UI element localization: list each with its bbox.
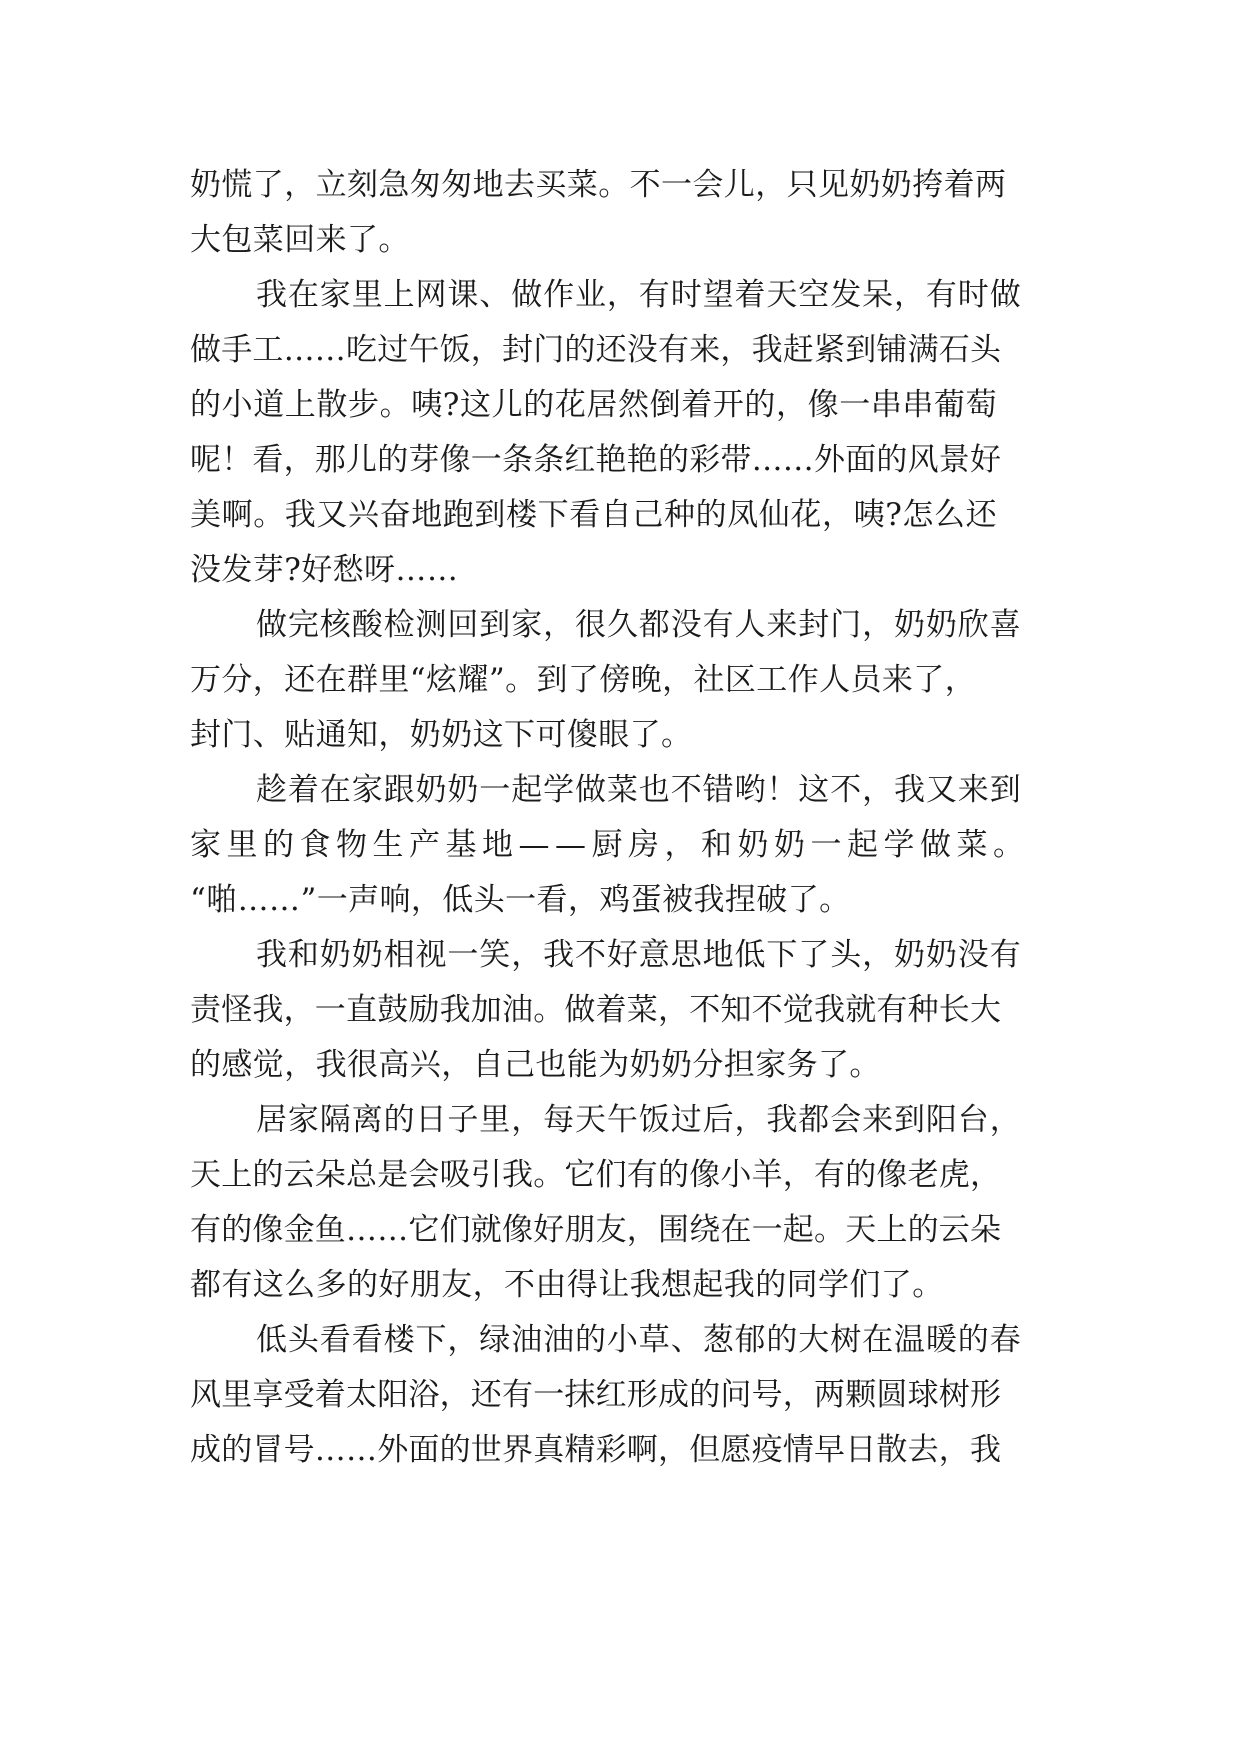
text-line: 的感觉，我很高兴，自己也能为奶奶分担家务了。 [190, 1047, 881, 1083]
document-text [190, 158, 1060, 1478]
text-line: 成的冒号……外面的世界真精彩啊，但愿疫情早日散去，我 [190, 1432, 1002, 1468]
text-line: 天上的云朵总是会吸引我。它们有的像小羊，有的像老虎， [190, 1157, 1002, 1193]
text-line: 做手工……吃过午饭，封门的还没有来，我赶紧到铺满石头 [190, 332, 1002, 368]
text-line: 我和奶奶相视一笑，我不好意思地低下了头，奶奶没有 [256, 937, 1022, 973]
text-line: 责怪我，一直鼓励我加油。做着菜，不知不觉我就有种长大 [190, 992, 1002, 1028]
text-line: 都有这么多的好朋友，不由得让我想起我的同学们了。 [190, 1267, 944, 1303]
text-line: 没发芽?好愁呀…… [190, 552, 459, 588]
text-line: “啪……”一声响，低头一看，鸡蛋被我捏破了。 [190, 882, 851, 918]
text-line: 呢！看，那儿的芽像一条条红艳艳的彩带……外面的风景好 [190, 442, 1002, 478]
text-line: 大包菜回来了。 [190, 222, 410, 258]
text-line: 做完核酸检测回到家，很久都没有人来封门，奶奶欣喜 [256, 607, 1022, 643]
text-line: 我在家里上网课、做作业，有时望着天空发呆，有时做 [256, 277, 1022, 313]
text-line: 的小道上散步。咦?这儿的花居然倒着开的，像一串串葡萄 [190, 387, 998, 423]
text-line: 居家隔离的日子里，每天午饭过后，我都会来到阳台， [256, 1102, 1022, 1138]
text-line: 封门、贴通知，奶奶这下可傻眼了。 [190, 717, 693, 753]
text-line: 趁着在家跟奶奶一起学做菜也不错哟！这不，我又来到 [256, 772, 1022, 808]
text-line: 万分，还在群里“炫耀”。到了傍晚，社区工作人员来了， [190, 662, 977, 698]
text-line: 家里的食物生产基地——厨房，和奶奶一起学做菜。 [190, 827, 1030, 863]
text-line: 低头看看楼下，绿油油的小草、葱郁的大树在温暖的春 [256, 1322, 1022, 1358]
text-line: 风里享受着太阳浴，还有一抹红形成的问号，两颗圆球树形 [190, 1377, 1002, 1413]
text-line: 美啊。我又兴奋地跑到楼下看自己种的凤仙花，咦?怎么还 [190, 497, 998, 533]
text-line: 有的像金鱼……它们就像好朋友，围绕在一起。天上的云朵 [190, 1212, 1002, 1248]
text-line: 奶慌了，立刻急匆匆地去买菜。不一会儿，只见奶奶挎着两 [190, 167, 1007, 203]
